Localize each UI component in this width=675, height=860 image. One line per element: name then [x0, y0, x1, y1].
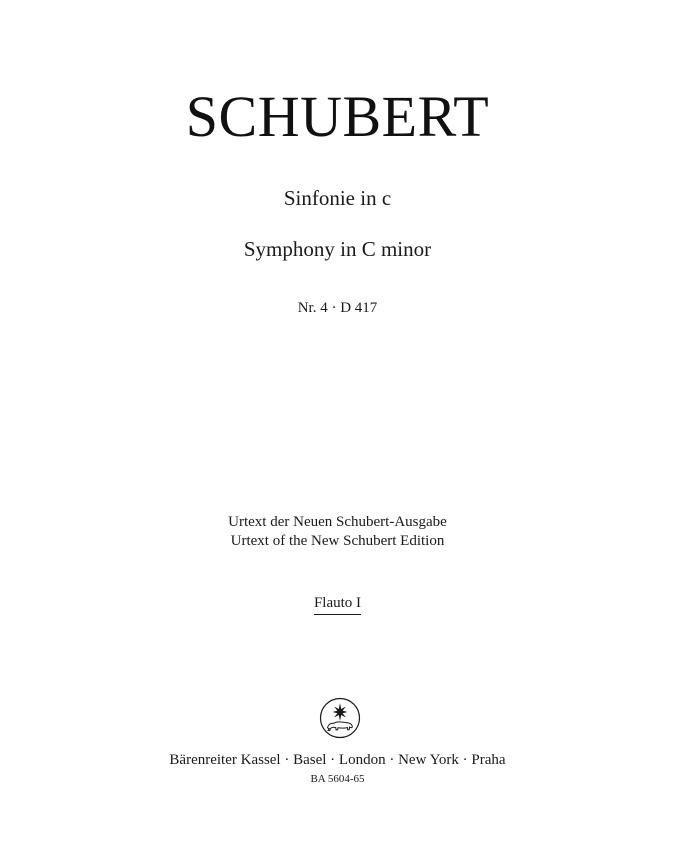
- edition-note-english: Urtext of the New Schubert Edition: [230, 533, 445, 549]
- order-number: BA 5604-65: [310, 773, 365, 785]
- catalogue-number: Nr. 4 · D 417: [297, 300, 378, 316]
- instrument-part: [0, 593, 675, 615]
- work-title-english: Symphony in C minor: [243, 237, 432, 261]
- instrument-part-label: Flauto I: [314, 593, 361, 615]
- work-title-german: Sinfonie in c: [283, 186, 392, 210]
- edition-note-german: Urtext der Neuen Schubert-Ausgabe: [228, 514, 447, 530]
- composer-name: SCHUBERT: [185, 84, 490, 149]
- publisher-line: Bärenreiter Kassel · Basel · London · New York · Praha: [169, 752, 506, 768]
- baerenreiter-bear-star-icon: [319, 697, 361, 739]
